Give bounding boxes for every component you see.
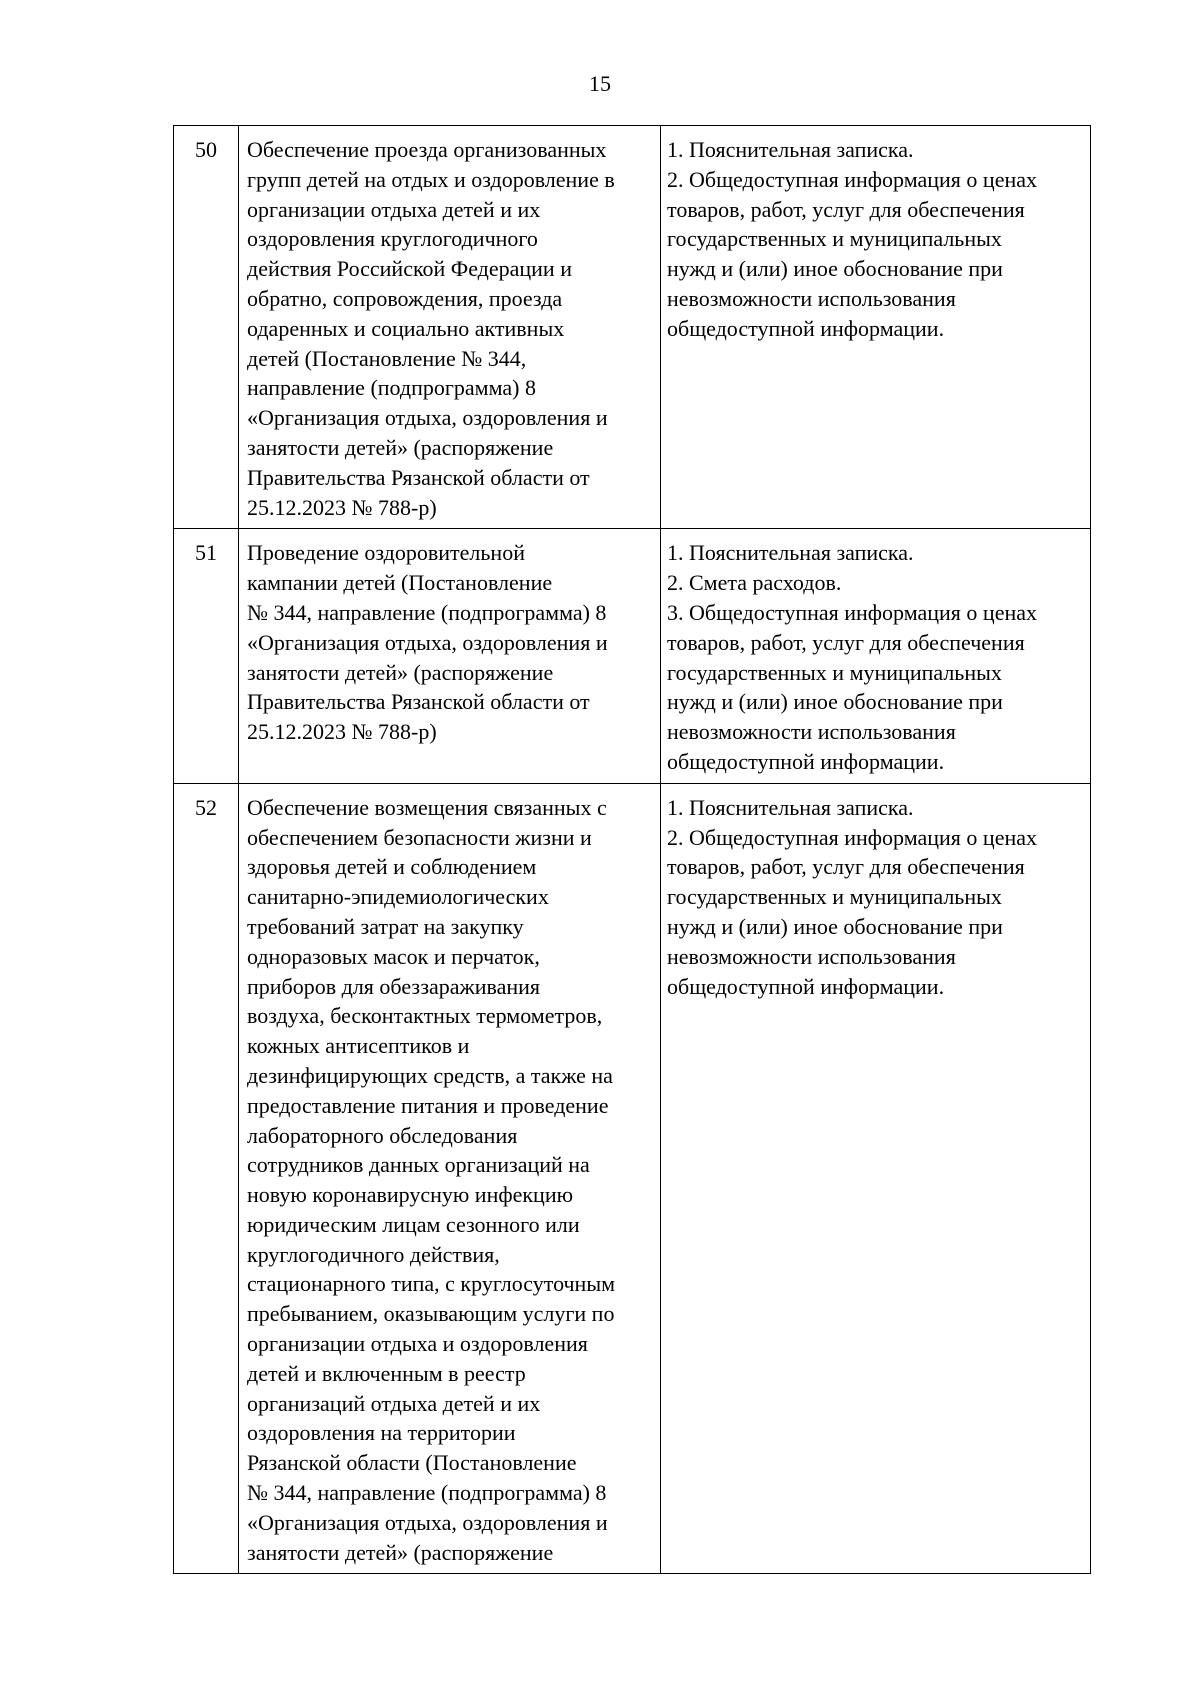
required-document-line: нужд и (или) иное обоснование при — [667, 256, 1003, 282]
required-document-line: 1. Пояснительная записка. — [667, 794, 914, 820]
measure-name-line: № 344, направление (подпрограмма) 8 — [247, 599, 607, 625]
measure-name-line: одноразовых масок и перчаток, — [247, 943, 540, 969]
required-document-line: невозможности использования — [667, 719, 956, 745]
required-document-line: 3. Общедоступная информация о ценах — [667, 599, 1038, 625]
required-document-line: 1. Пояснительная записка. — [667, 137, 914, 162]
measure-name-line: воздуха, бесконтактных термометров, — [247, 1003, 603, 1029]
measure-name-line: «Организация отдыха, оздоровления и — [247, 1509, 608, 1535]
measure-name-line: «Организация отдыха, оздоровления и — [247, 629, 608, 655]
required-document-line: 2. Смета расходов. — [667, 570, 842, 596]
required-document-line: невозможности использования — [667, 943, 956, 969]
measure-name-line: детей и включенным в реестр — [247, 1360, 526, 1386]
measure-name-line: детей (Постановление № 344, — [247, 345, 527, 371]
measure-name-line: дезинфицирующих средств, а также на — [247, 1062, 613, 1088]
measure-name-line: оздоровления на территории — [247, 1420, 516, 1446]
required-documents-cell — [661, 783, 1091, 1574]
measure-name-line: занятости детей» (распоряжение — [247, 659, 554, 685]
required-document-line: товаров, работ, услуг для обеспечения — [667, 196, 1025, 222]
required-document-line: государственных и муниципальных — [667, 226, 1002, 252]
measure-name-cell — [239, 783, 661, 1574]
row-number: 51 — [174, 529, 239, 783]
measure-name-cell — [239, 529, 661, 783]
measure-name-line: направление (подпрограмма) 8 — [247, 375, 536, 401]
required-document-line: невозможности использования — [667, 285, 956, 311]
measure-name-line: «Организация отдыха, оздоровления и — [247, 405, 608, 431]
measure-name-line: круглогодичного действия, — [247, 1241, 500, 1267]
required-document-line: общедоступной информации. — [667, 973, 945, 999]
row-number: 50 — [174, 126, 239, 529]
required-document-line: 2. Общедоступная информация о ценах — [667, 824, 1038, 850]
measure-name-line: требований затрат на закупку — [247, 913, 524, 939]
table-row — [174, 783, 1091, 1574]
measure-name-line: Обеспечение возмещения связанных с — [247, 794, 607, 820]
required-document-line: общедоступной информации. — [667, 315, 945, 341]
required-document-line: государственных и муниципальных — [667, 659, 1002, 685]
measure-name-line: организации отдыха детей и их — [247, 196, 541, 222]
measure-name-line: 25.12.2023 № 788-р) — [247, 494, 437, 520]
required-document-line: 1. Пояснительная записка. — [667, 540, 914, 566]
required-document-line: 2. Общедоступная информация о ценах — [667, 166, 1038, 192]
measure-name-line: санитарно-эпидемиологических — [247, 884, 549, 910]
measure-name-line: кожных антисептиков и — [247, 1033, 470, 1059]
required-document-line: нужд и (или) иное обоснование при — [667, 913, 1003, 939]
required-document-line: государственных и муниципальных — [667, 884, 1002, 910]
measure-name-line: новую коронавирусную инфекцию — [247, 1182, 574, 1208]
measure-name-line: лабораторного обследования — [247, 1122, 518, 1148]
required-documents-cell — [661, 529, 1091, 783]
measure-name-line: Обеспечение проезда организованных — [247, 137, 607, 162]
measure-name-line: Рязанской области (Постановление — [247, 1450, 577, 1476]
table-row — [174, 126, 1091, 529]
measure-name-line: пребыванием, оказывающим услуги по — [247, 1301, 615, 1327]
measure-name-line: юридическим лицам сезонного или — [247, 1211, 580, 1237]
measure-name-line: групп детей на отдых и оздоровление в — [247, 166, 615, 192]
measure-name-line: организаций отдыха детей и их — [247, 1390, 541, 1416]
required-document-line: товаров, работ, услуг для обеспечения — [667, 854, 1025, 880]
measure-name-line: Правительства Рязанской области от — [247, 689, 590, 715]
measure-name-line: здоровья детей и соблюдением — [247, 854, 537, 880]
required-documents-cell — [661, 126, 1091, 529]
page-number: 15 — [589, 71, 611, 96]
measure-name-line: № 344, направление (подпрограмма) 8 — [247, 1480, 607, 1506]
measure-name-line: предоставление питания и проведение — [247, 1092, 609, 1118]
required-document-line: нужд и (или) иное обоснование при — [667, 689, 1003, 715]
measure-name-line: Проведение оздоровительной — [247, 540, 525, 566]
measure-name-line: Правительства Рязанской области от — [247, 464, 590, 490]
measure-name-line: приборов для обеззараживания — [247, 973, 541, 999]
measure-name-line: кампании детей (Постановление — [247, 570, 553, 596]
measure-name-line: обратно, сопровождения, проезда — [247, 285, 563, 311]
measure-name-line: одаренных и социально активных — [247, 315, 565, 341]
row-number: 52 — [174, 783, 239, 1574]
required-document-line: общедоступной информации. — [667, 748, 945, 774]
document-table — [173, 125, 1091, 1574]
measure-name-line: оздоровления круглогодичного — [247, 226, 538, 252]
measure-name-cell — [239, 126, 661, 529]
measure-name-line: обеспечением безопасности жизни и — [247, 824, 592, 850]
measure-name-line: сотрудников данных организаций на — [247, 1152, 590, 1178]
measure-name-line: стационарного типа, с круглосуточным — [247, 1271, 616, 1297]
measure-name-line: занятости детей» (распоряжение — [247, 434, 554, 460]
measure-name-line: 25.12.2023 № 788-р) — [247, 719, 437, 745]
table-body — [174, 126, 1091, 1574]
table-row — [174, 529, 1091, 783]
measure-name-line: действия Российской Федерации и — [247, 256, 572, 282]
measure-name-line: организации отдыха и оздоровления — [247, 1331, 588, 1357]
required-document-line: товаров, работ, услуг для обеспечения — [667, 629, 1025, 655]
measure-name-line: занятости детей» (распоряжение — [247, 1539, 554, 1565]
